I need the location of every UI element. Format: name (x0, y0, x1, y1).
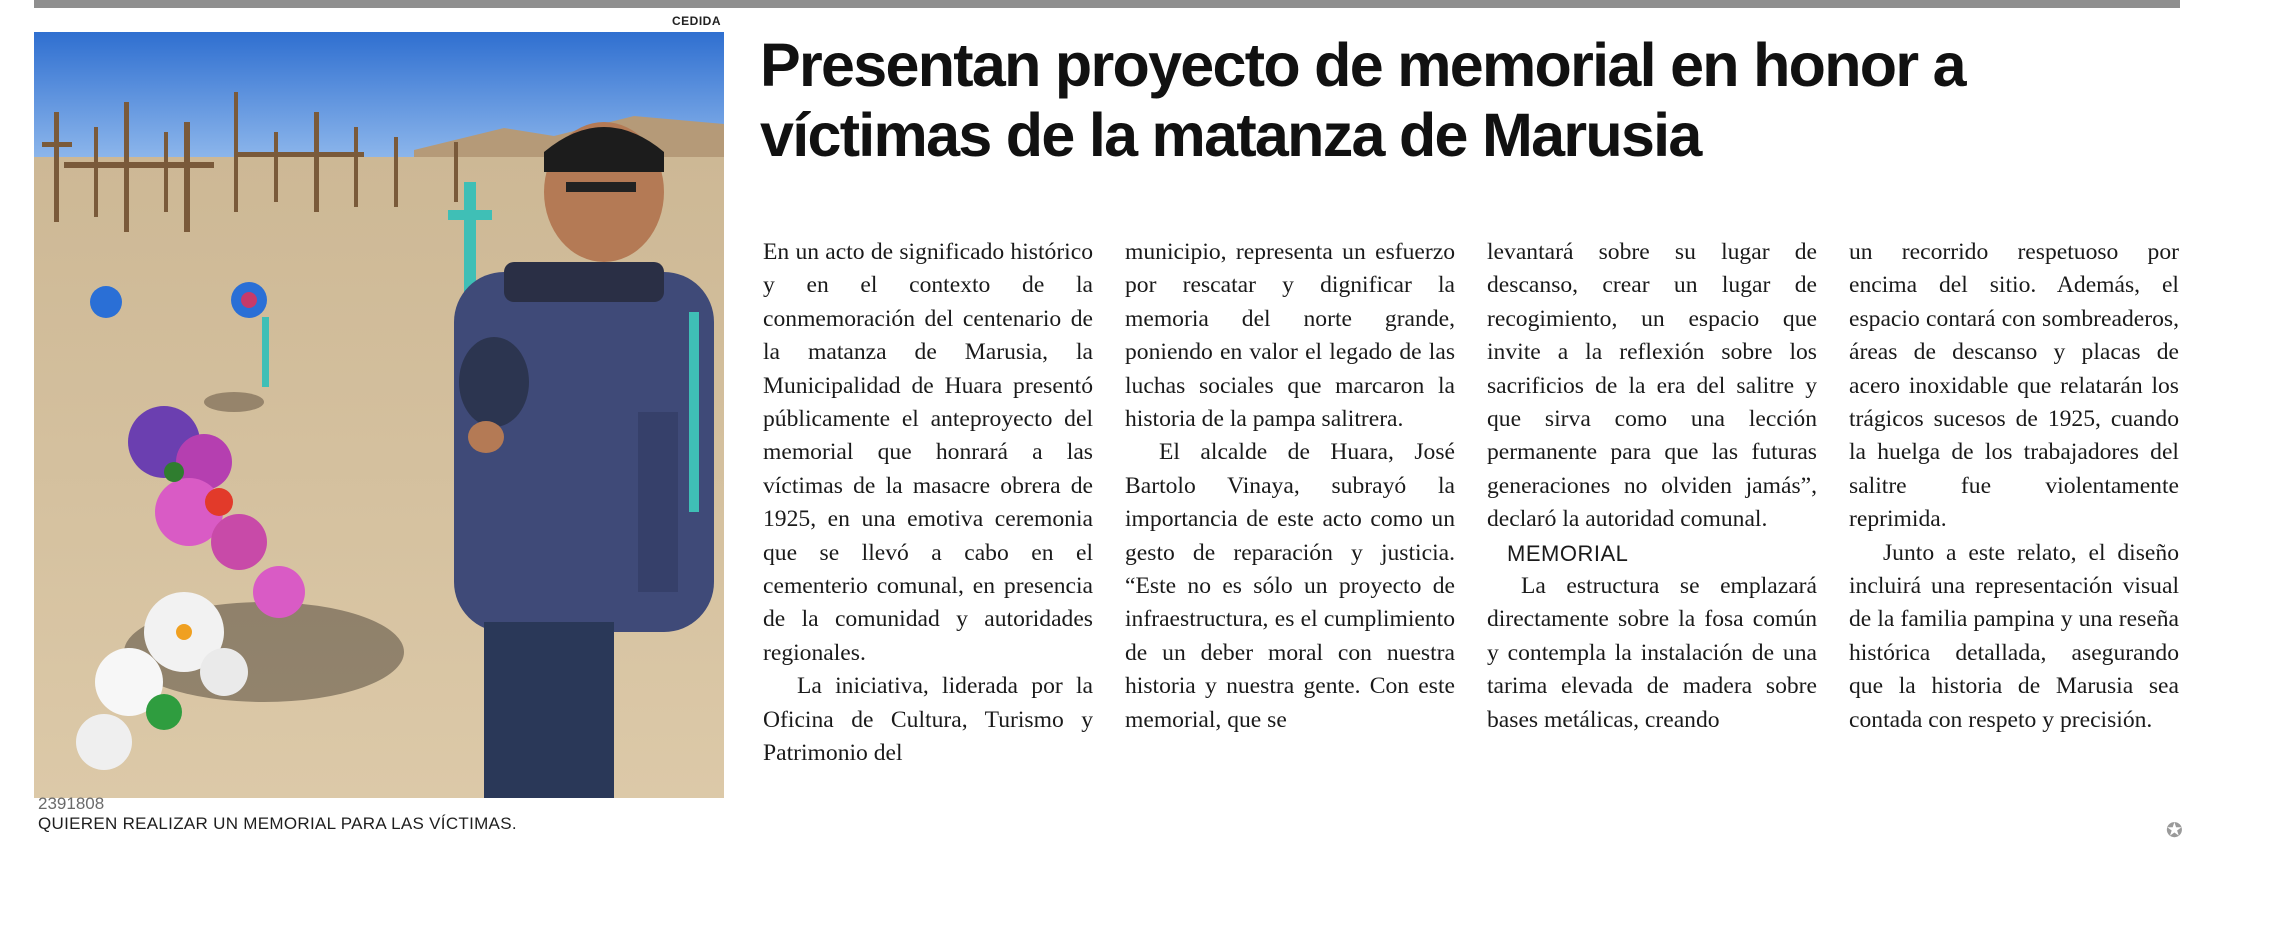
photo-caption: QUIEREN REALIZAR UN MEMORIAL PARA LAS VÍCTIMAS. (38, 814, 517, 833)
body-paragraph: un recorrido respetuoso por encima del sitio. Además, el espacio contará con sombreaderos, áreas de descanso y placas de acero inoxidable que relatarán los trágicos sucesos de 1925, cuando la huelga de los trabajadores del salitre fue violentamente reprimida. (1849, 239, 2179, 533)
body-column-4 (1849, 236, 2179, 737)
body-column-2 (1125, 236, 1455, 737)
body-paragraph: Junto a este relato, el diseño incluirá una representación visual de la familia pampina y una reseña histórica detallada, asegurando que la historia de Marusia sea contada con respeto y precisión. (1849, 539, 2179, 733)
article-headline: Presentan proyecto de memorial en honor a víctimas de la matanza de Marusia (760, 31, 1965, 169)
top-rule (34, 0, 2180, 8)
body-paragraph: La estructura se emplazará directamente sobre la fosa común y contempla la instalación de una tarima elevada de madera sobre bases metálicas, creando (1487, 573, 1817, 733)
body-paragraph: El alcalde de Huara, José Bartolo Vinaya, subrayó la importancia de este acto como un gesto de reparación y justicia. “Este no es sólo un proyecto de infraestructura, es el cumplimiento de un deber moral con nuestra historia y nuestra gente. Con este memorial, que se (1125, 439, 1455, 733)
body-column-1 (763, 236, 1093, 771)
end-of-article-icon: ✪ (2166, 818, 2183, 842)
photo-credit: CEDIDA (672, 14, 722, 28)
body-paragraph: municipio, representa un esfuerzo por rescatar y dignificar la memoria del norte grande, poniendo en valor el legado de las luchas sociales que marcaron la historia de la pampa salitrera. (1125, 239, 1455, 433)
body-paragraph: levantará sobre su lugar de descanso, crear un lugar de recogimiento, un espacio que invite a la reflexión sobre los sacrificios de la era del salitre y que sirva como una lección permanente para que las futuras generaciones no olviden jamás”, declaró la autoridad comunal. (1487, 239, 1817, 533)
body-paragraph: En un acto de significado histórico y en el contexto de la conmemoración del centenario de la matanza de Marusia, la Municipalidad de Huara presentó públicamente el anteproyecto del memorial que honrará a las víctimas de la masacre obrera de 1925, en una emotiva ceremonia que se llevó a cabo en el cementerio comunal, en presencia de la comunidad y autoridades regionales. (763, 239, 1093, 666)
body-column-3 (1487, 236, 1817, 737)
article-body (763, 236, 2179, 856)
photo-id-stamp: 2391808 (38, 794, 105, 813)
article-photo (34, 32, 724, 798)
body-paragraph: La iniciativa, liderada por la Oficina de Cultura, Turismo y Patrimonio del (763, 673, 1093, 767)
section-subhead: MEMORIAL (1507, 540, 1629, 566)
